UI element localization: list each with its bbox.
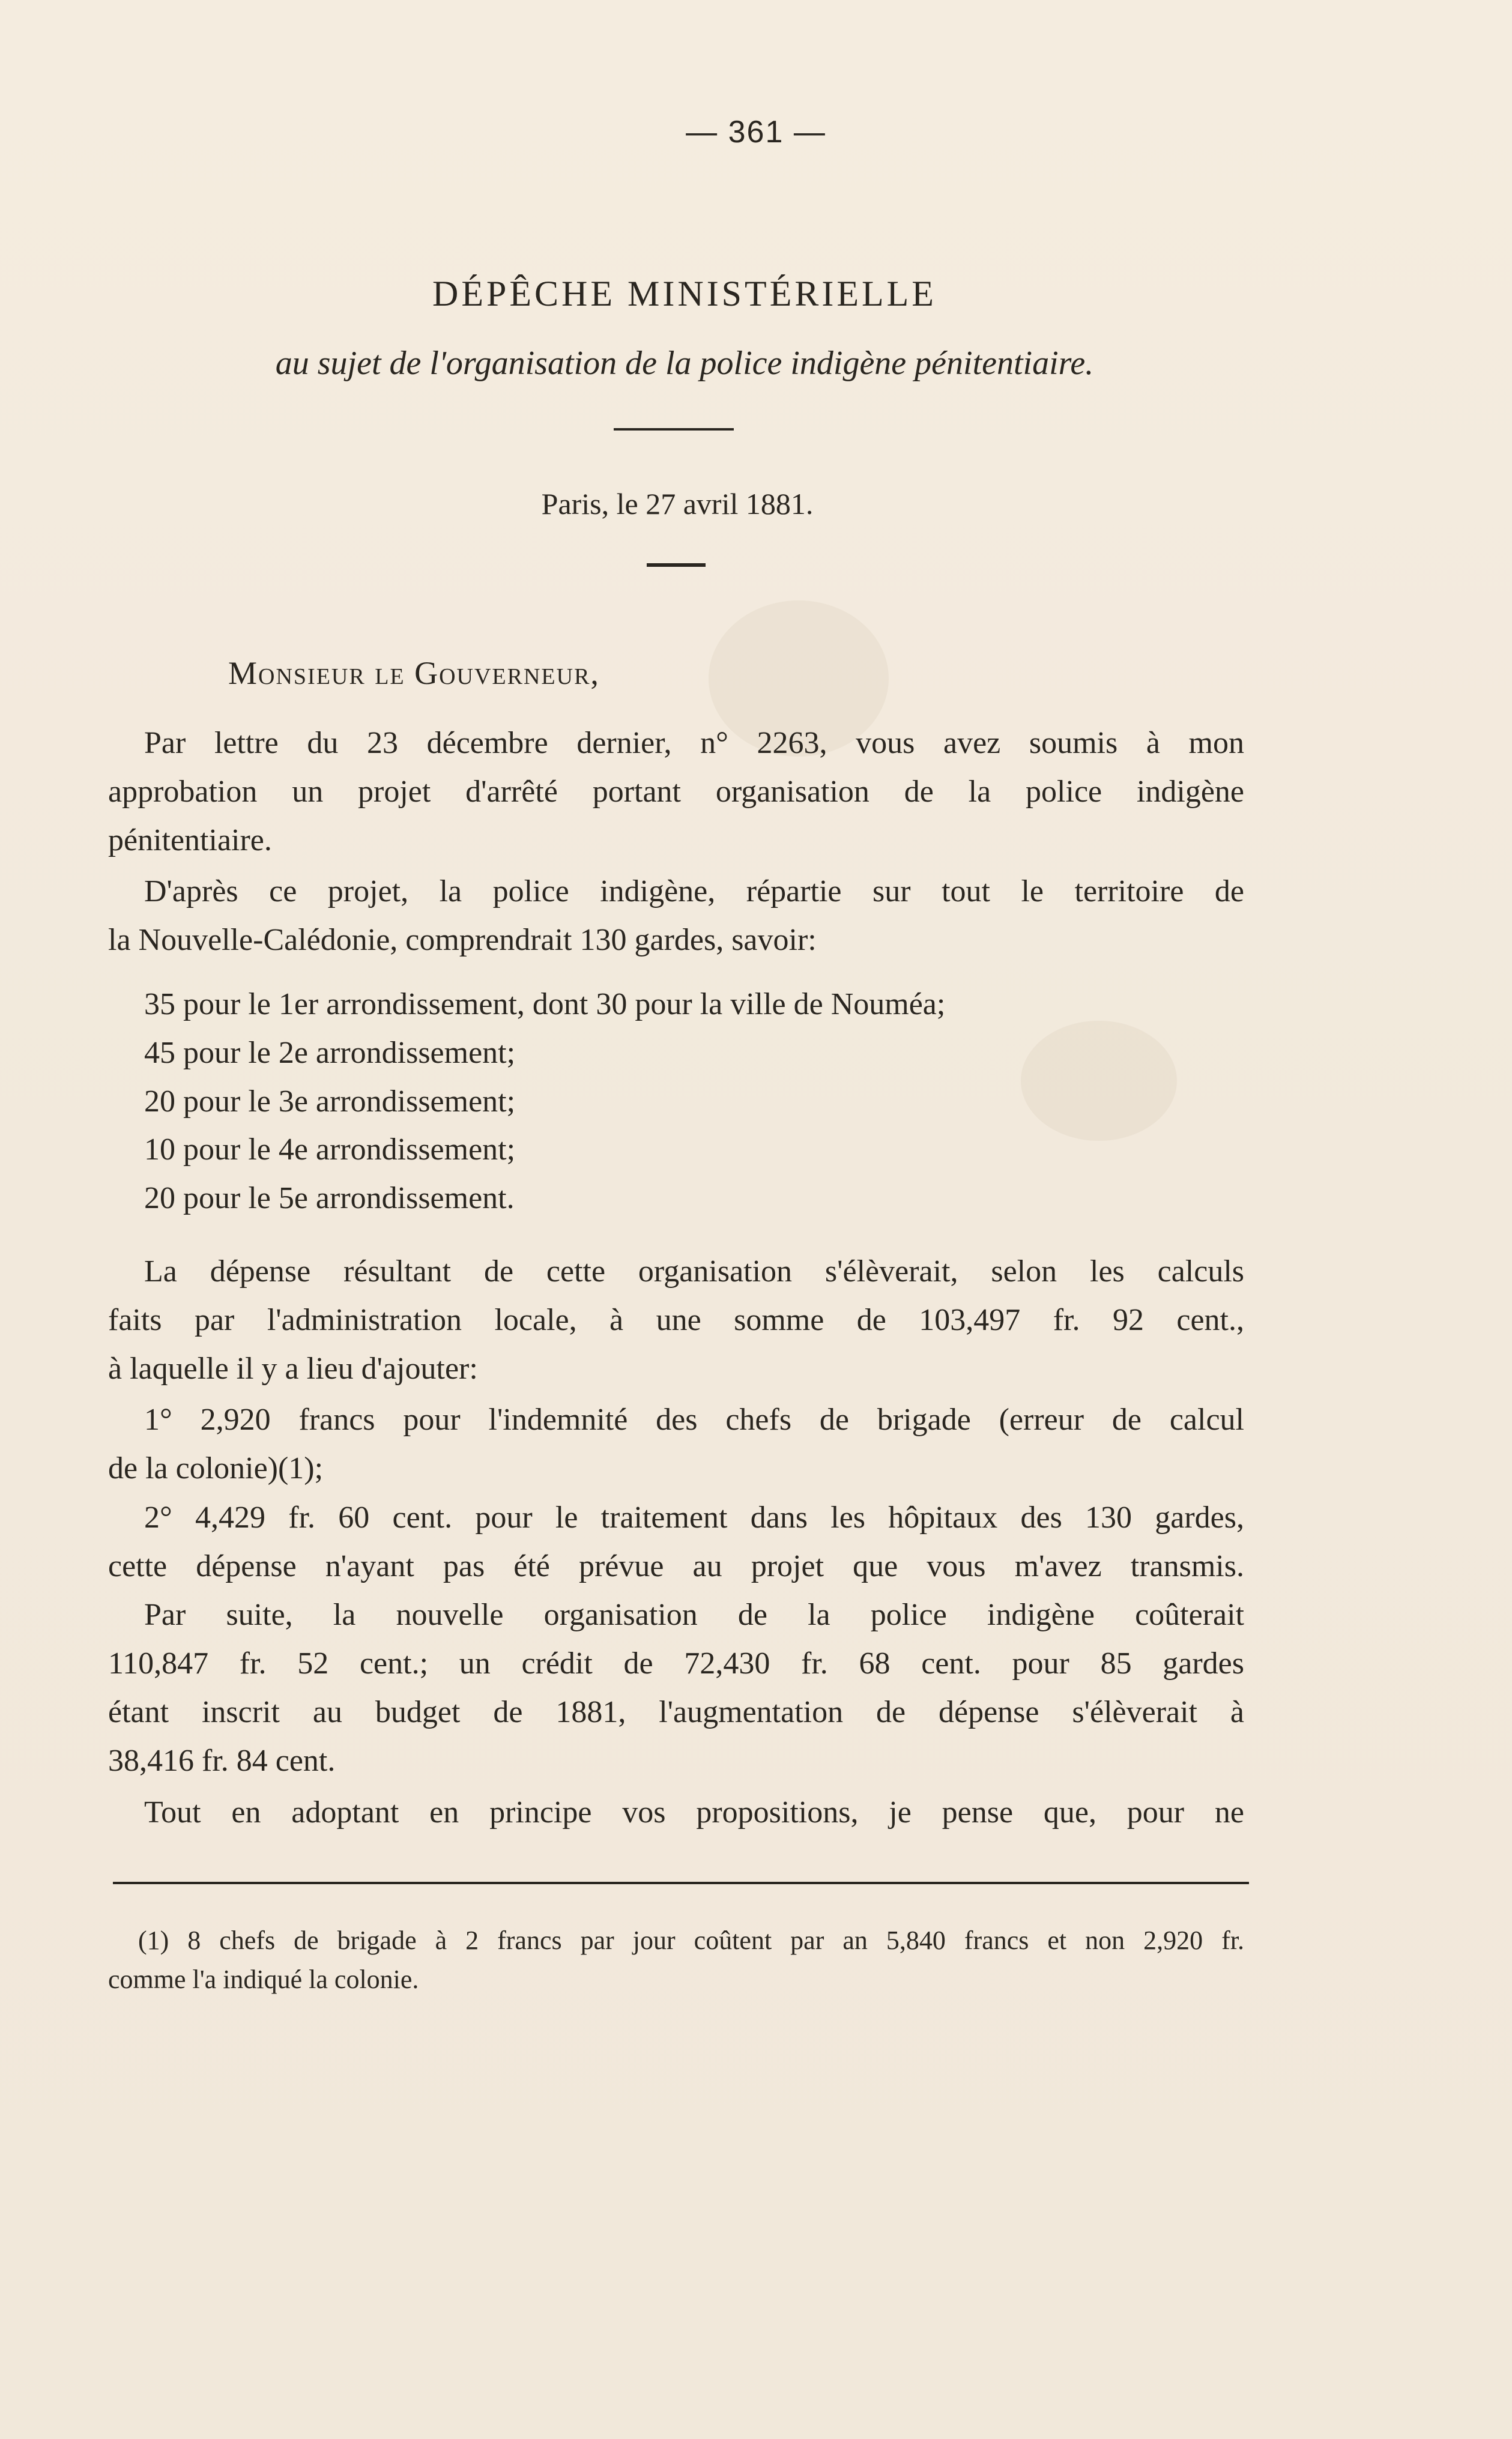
page-number: — 361 — [686, 115, 826, 150]
list-item: 45 pour le 2e arrondissement; [144, 1036, 516, 1070]
date-separator-rule [647, 563, 706, 567]
body-line: de la colonie)(1); [108, 1451, 324, 1485]
body-line: pénitentiaire. [108, 823, 272, 857]
footnote-rule [113, 1882, 1249, 1884]
body-line: étant inscrit au budget de 1881, l'augmentation de dépense s'élèverait à [108, 1695, 1244, 1729]
paper-stain [1021, 1021, 1177, 1141]
list-item: 35 pour le 1er arrondissement, dont 30 pour la ville de Nouméa; [144, 987, 946, 1021]
footnote-line: (1) 8 chefs de brigade à 2 francs par jour coûtent par an 5,840 francs et non 2,920 fr. [138, 1926, 1244, 1955]
footnote-line: comme l'a indiqué la colonie. [108, 1965, 419, 1994]
body-line: approbation un projet d'arrêté portant organisation de la police indigène [108, 775, 1244, 809]
body-line: à laquelle il y a lieu d'ajouter: [108, 1352, 478, 1386]
list-item: 20 pour le 5e arrondissement. [144, 1181, 515, 1215]
body-line: cette dépense n'ayant pas été prévue au projet que vous m'avez transmis. [108, 1549, 1244, 1583]
document-title: DÉPÊCHE MINISTÉRIELLE [432, 274, 937, 313]
body-line: La dépense résultant de cette organisation s'élèverait, selon les calculs [144, 1254, 1244, 1289]
title-separator-rule [614, 428, 734, 431]
dateline: Paris, le 27 avril 1881. [541, 487, 814, 521]
body-line: D'après ce projet, la police indigène, répartie sur tout le territoire de [144, 874, 1244, 908]
list-item: 10 pour le 4e arrondissement; [144, 1132, 516, 1167]
salutation: Monsieur le Gouverneur, [228, 655, 600, 691]
body-line: faits par l'administration locale, à une somme de 103,497 fr. 92 cent., [108, 1303, 1244, 1337]
body-line: la Nouvelle-Calédonie, comprendrait 130 gardes, savoir: [108, 923, 817, 957]
list-item: 20 pour le 3e arrondissement; [144, 1084, 516, 1119]
body-line: 2° 4,429 fr. 60 cent. pour le traitement dans les hôpitaux des 130 gardes, [144, 1501, 1244, 1535]
body-line: 1° 2,920 francs pour l'indemnité des chefs de brigade (erreur de calcul [144, 1403, 1244, 1437]
body-line: Par suite, la nouvelle organisation de la police indigène coûterait [144, 1598, 1244, 1632]
body-line: Tout en adoptant en principe vos propositions, je pense que, pour ne [144, 1795, 1244, 1830]
body-line: 38,416 fr. 84 cent. [108, 1744, 336, 1778]
body-line: 110,847 fr. 52 cent.; un crédit de 72,430 fr. 68 cent. pour 85 gardes [108, 1646, 1244, 1681]
document-subtitle: au sujet de l'organisation de la police indigène pénitentiaire. [275, 345, 1094, 382]
body-line: Par lettre du 23 décembre dernier, n° 2263, vous avez soumis à mon [144, 726, 1244, 760]
